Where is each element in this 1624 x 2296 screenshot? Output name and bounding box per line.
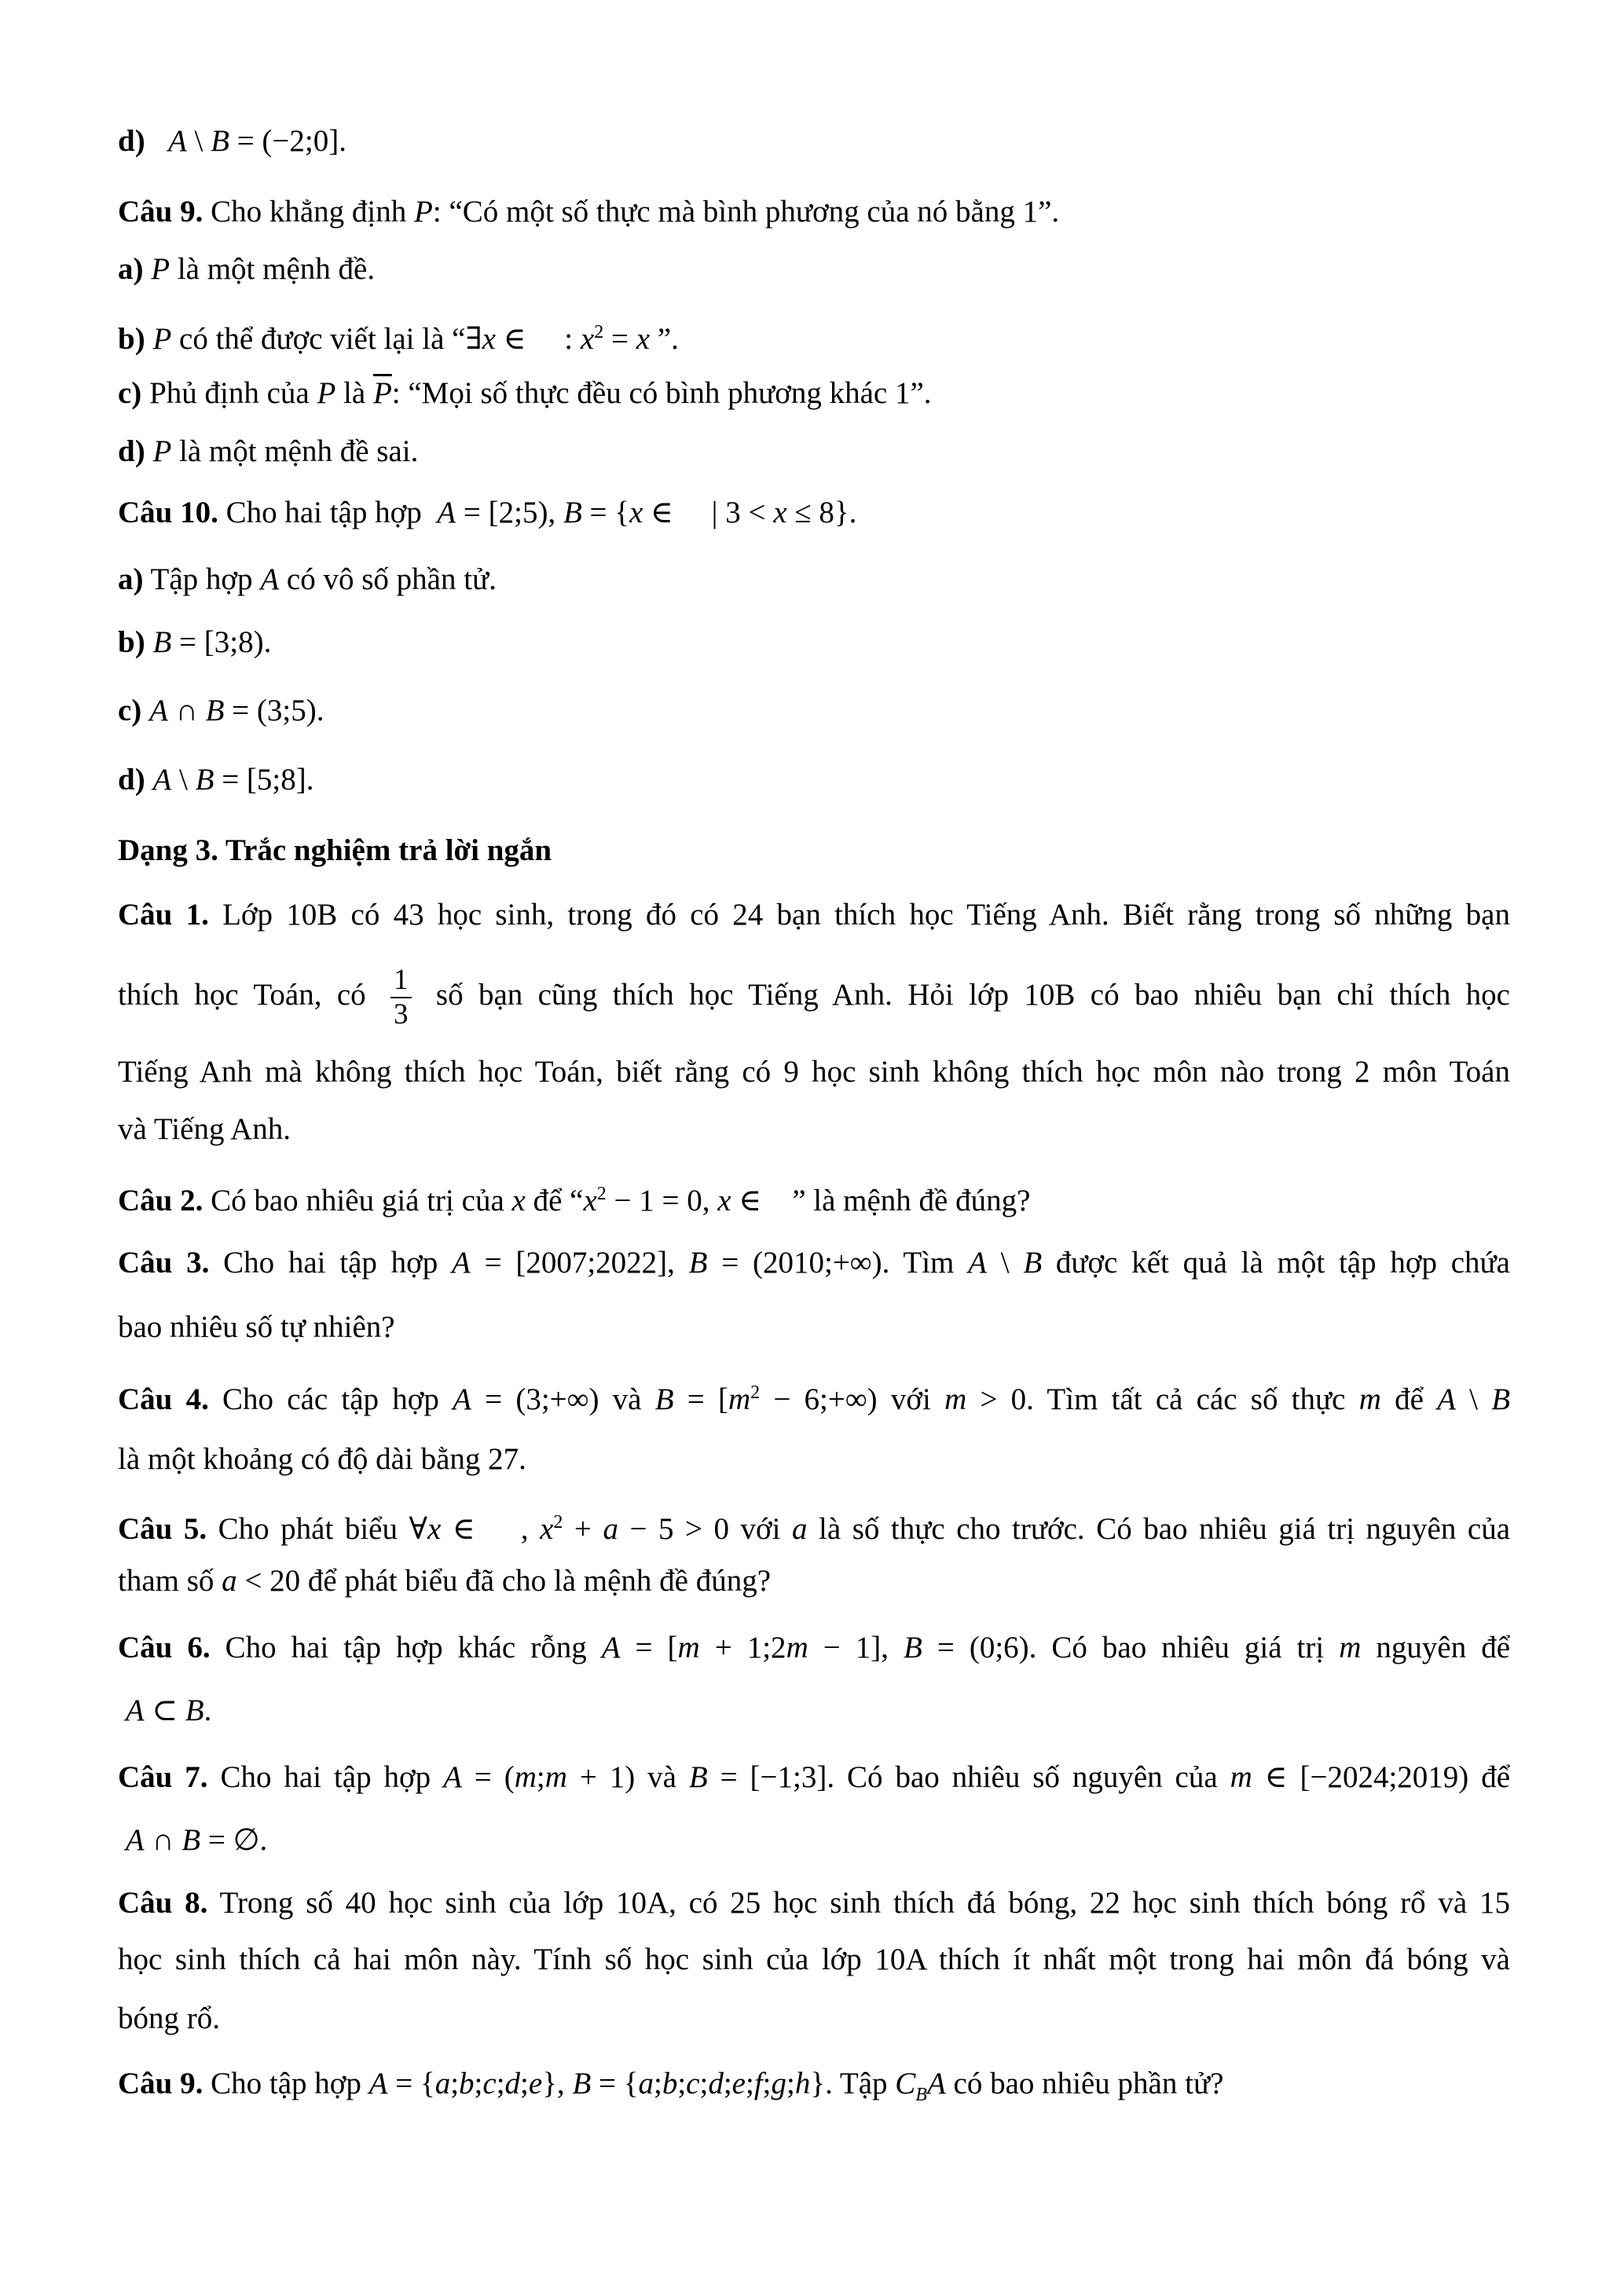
option-b-q10	[118, 623, 1510, 662]
option-text: P là một mệnh đề.	[151, 252, 376, 286]
question-4-line-1: Câu 4. Cho các tập hợp A = (3;+∞) và $B = [m^2$ − 6;+∞) với m > 0. Tìm tất cả các số thực m để A \ B	[118, 1382, 1511, 1416]
option-d-q10	[118, 760, 1510, 800]
question-label: Câu 8.	[118, 1886, 208, 1920]
option-text: B = [3;8).	[152, 625, 272, 659]
question-label: Câu 10.	[118, 496, 218, 529]
fraction: $\frac{1}{3}$	[390, 964, 412, 1031]
question-7-line-1: Câu 7. Cho hai tập hợp A = (m;m + 1) và B = [−1;3]. Có bao nhiêu số nguyên của m ∈ [−2024;2019) để	[118, 1760, 1511, 1794]
question-6-line-1: Câu 6. Cho hai tập hợp khác rỗng A = [m + 1;2m − 1], B = (0;6). Có bao nhiêu giá trị m nguyên để	[118, 1631, 1511, 1664]
question-1-line-4: và Tiếng Anh.	[118, 1112, 291, 1146]
question-1-line-2: thích học Toán, có $\frac{1}{3}$ số bạn cũng thích học Tiếng Anh. Hỏi lớp 10B có bao nhiêu bạn chỉ thích học	[118, 964, 1510, 1031]
option-text: P là một mệnh đề sai.	[152, 434, 419, 468]
option-label: c)	[118, 376, 142, 410]
option-d-q9	[118, 432, 1510, 471]
option-text: P có thể được viết lại là “∃x ∈ : $x^2 = x$ ”.	[152, 322, 679, 356]
question-label: Câu 4.	[118, 1382, 209, 1416]
question-label: Câu 3.	[118, 1246, 210, 1280]
question-1-line-1: Câu 1. Lớp 10B có 43 học sinh, trong đó có 24 bạn thích học Tiếng Anh. Biết rằng trong số những bạn	[118, 898, 1510, 932]
question-label: Câu 9.	[118, 2067, 203, 2100]
question-6-line-2: A ⊂ B.	[125, 1694, 212, 1727]
option-label: b)	[118, 322, 145, 356]
question-label: Câu 1.	[118, 898, 209, 932]
option-text: A ∩ B = (3;5).	[149, 694, 324, 727]
option-c-q9	[118, 374, 1510, 413]
option-b-q9	[118, 313, 1510, 359]
question-3-line-2: bao nhiêu số tự nhiên?	[118, 1310, 395, 1344]
option-label: d)	[118, 763, 145, 796]
option-label: a)	[118, 252, 144, 286]
question-9	[118, 192, 1510, 232]
option-label: c)	[118, 694, 142, 727]
question-8-line-2: học sinh thích cả hai môn này. Tính số học sinh của lớp 10A thích ít nhất một trong hai môn đá bóng và	[118, 1943, 1510, 1976]
option-label: d)	[118, 434, 145, 468]
option-label: a)	[118, 562, 144, 596]
question-label: Câu 7.	[118, 1760, 208, 1794]
question-text: Cho hai tập hợp A = [2;5), B = {x ∈ | 3 < x ≤ 8}.	[225, 496, 857, 529]
question-9-part3: Câu 9. Cho tập hợp A = {a;b;c;d;e}, B = {a;b;c;d;e;f;g;h}. Tập $C_BA$ có bao nhiêu phần tử?	[118, 2067, 1224, 2105]
question-10	[118, 493, 1510, 533]
question-label: Câu 6.	[118, 1631, 211, 1664]
question-8-line-3: bóng rổ.	[118, 2001, 220, 2035]
question-3-line-1: Câu 3. Cho hai tập hợp A = [2007;2022], B = (2010;+∞). Tìm A \ B được kết quả là một tập hợp chứa	[118, 1246, 1510, 1280]
option-text: A \ B = (−2;0].	[167, 124, 346, 158]
question-label: Câu 9.	[118, 195, 203, 229]
question-5-line-2: tham số a < 20 để phát biểu đã cho là mệnh đề đúng?	[118, 1564, 772, 1598]
question-4-line-2: là một khoảng có độ dài bằng 27.	[118, 1442, 526, 1476]
option-d-q8	[118, 122, 1510, 161]
option-text: A \ B = [5;8].	[152, 763, 314, 796]
option-label: b)	[118, 625, 145, 659]
section-heading: Dạng 3. Trắc nghiệm trả lời ngắn	[118, 833, 552, 867]
question-2: Câu 2. Có bao nhiêu giá trị của x để “$x^2 - 1 = 0$, x ∈ ” là mệnh đề đúng?	[118, 1184, 1031, 1218]
option-label: d)	[118, 124, 145, 158]
question-7-line-2: A ∩ B = ∅.	[125, 1823, 268, 1857]
question-8-line-1: Câu 8. Trong số 40 học sinh của lớp 10A, có 25 học sinh thích đá bóng, 22 học sinh thích bóng rổ và 15	[118, 1886, 1510, 1920]
question-label: Câu 2.	[118, 1184, 203, 1218]
question-1-line-3: Tiếng Anh mà không thích học Toán, biết rằng có 9 học sinh không thích học môn nào trong 2 môn Toán	[118, 1055, 1510, 1089]
question-label: Câu 5.	[118, 1512, 207, 1546]
question-text: Cho khẳng định P: “Có một số thực mà bình phương của nó bằng 1”.	[211, 195, 1060, 229]
option-a-q10	[118, 560, 1510, 599]
question-5-line-1: Câu 5. Cho phát biểu ∀x ∈ , $x^2 + a - 5 > 0$ với a là số thực cho trước. Có bao nhiêu giá trị nguyên của	[118, 1512, 1511, 1546]
option-text: Tập hợp A có vô số phần tử.	[150, 562, 497, 596]
option-text: Phủ định của P là $\overline{P}$: “Mọi số thực đều có bình phương khác 1”.	[149, 376, 932, 410]
option-c-q10	[118, 691, 1510, 731]
option-a-q9	[118, 250, 1510, 289]
